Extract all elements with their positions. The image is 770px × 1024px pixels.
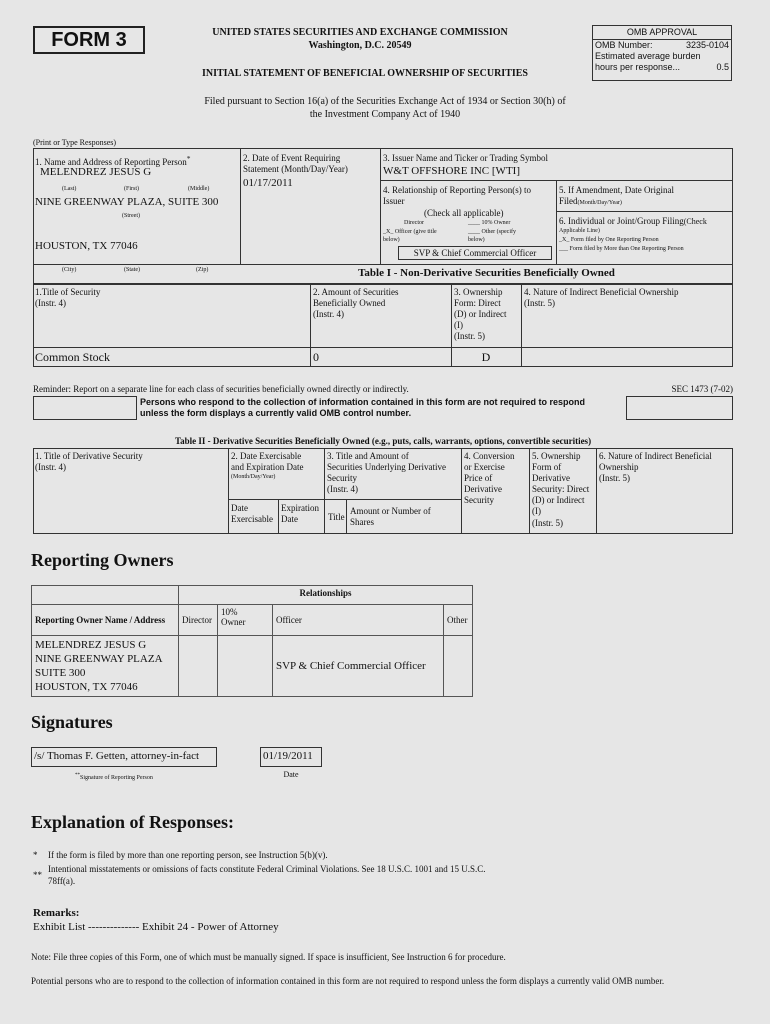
- t1-col1-line2: (Instr. 4): [35, 298, 66, 308]
- sec-code: SEC 1473 (7-02): [671, 384, 733, 394]
- t2-c3-line2: Securities Underlying Derivative: [327, 462, 446, 472]
- relationship-other: ____ Other (specify: [468, 229, 516, 235]
- label-first: (First): [124, 186, 139, 192]
- box5-filed-format: (Month/Day/Year): [577, 200, 622, 206]
- relationship-ten-pct: ____ 10% Owner: [468, 220, 511, 226]
- notice-left-box: [33, 396, 137, 420]
- t2-c6-line1: 6. Nature of Indirect Beneficial: [599, 451, 712, 461]
- box6-applicable: Applicable Line): [559, 228, 600, 234]
- box4-label-line1: 4. Relationship of Reporting Person(s) to: [383, 185, 531, 195]
- relationship-officer-below: below): [383, 237, 400, 243]
- t1-col3-line2: Form: Direct: [454, 298, 501, 308]
- ro-officer-header: Officer: [273, 605, 444, 636]
- box2-label-line2: Statement (Month/Day/Year): [243, 164, 348, 174]
- t2-c2-sub1-line2: Exercisable: [231, 514, 273, 524]
- reporting-owners-table: [31, 585, 473, 697]
- issuer-name: W&T OFFSHORE INC [WTI]: [383, 165, 520, 177]
- ro-other-cell: [444, 636, 473, 697]
- reporting-owners-heading: Reporting Owners: [31, 550, 174, 570]
- t2-c2-sub2-line1: Expiration: [281, 503, 319, 513]
- box5-filed: [559, 196, 622, 207]
- omb-burden-line2: hours per response...: [595, 62, 681, 72]
- reporting-person-street: NINE GREENWAY PLAZA, SUITE 300: [35, 196, 219, 208]
- t1-col3-line4: (I): [454, 320, 463, 330]
- ro-header-row: [32, 586, 473, 605]
- box6-check: (Check: [683, 217, 707, 226]
- ro-column-row: [32, 605, 473, 636]
- t2-c3-sub2-line1: Amount or Number of: [350, 506, 431, 516]
- note-file-copies: Note: File three copies of this Form, one of which must be manually signed. If space is insufficient, See Instruction 6 for procedure.: [31, 952, 506, 962]
- table2-title: Table II - Derivative Securities Beneficially Owned (e.g., puts, calls, warrants, options, convertible securities): [174, 436, 592, 446]
- t1-col2-line1: 2. Amount of Securities: [313, 287, 399, 297]
- statement-title: INITIAL STATEMENT OF BENEFICIAL OWNERSHIP OF SECURITIES: [201, 68, 528, 79]
- t2-c5-line2: Form of: [532, 462, 562, 472]
- signature-date-caption: Date: [283, 770, 299, 779]
- check-all-applicable: (Check all applicable): [424, 208, 504, 218]
- t2-c2-line3: (Month/Day/Year): [231, 474, 276, 480]
- t2-c2-line1: 2. Date Exercisable: [231, 451, 302, 461]
- signature-date-box: [260, 747, 322, 767]
- t2-c3-line4: (Instr. 4): [327, 484, 358, 494]
- note2-text-line2: 78ff(a).: [48, 876, 76, 886]
- signature-caption-text: Signature of Reporting Person: [80, 775, 153, 781]
- label-street: (Street): [122, 213, 140, 219]
- t2-c6-line2: Ownership: [599, 462, 639, 472]
- ro-other-header: Other: [444, 605, 473, 636]
- label-last: (Last): [62, 186, 77, 192]
- signatures-heading: Signatures: [31, 712, 113, 732]
- t1-col2-line2: Beneficially Owned: [313, 298, 386, 308]
- ro-owner-line3: SUITE 300: [35, 667, 86, 679]
- box6-label-text: 6. Individual or Joint/Group Filing: [559, 216, 684, 226]
- t2-c4-line3: Price of: [464, 473, 493, 483]
- reminder-text: Reminder: Report on a separate line for each class of securities beneficially owned directly or indirectly.: [33, 384, 409, 394]
- relationship-other-below: below): [468, 237, 485, 243]
- t2-c3-sub1: Title: [328, 512, 345, 522]
- ro-ten-pct-header: [218, 605, 273, 636]
- ro-director-cell: [179, 636, 218, 697]
- filed-pursuant-line1: Filed pursuant to Section 16(a) of the Securities Exchange Act of 1934 or Section 30(h) of: [204, 96, 566, 107]
- ro-director-header: Director: [179, 605, 218, 636]
- omb-burden-row: [593, 62, 731, 73]
- remarks-label: Remarks:: [33, 907, 80, 919]
- ro-owner-line1: MELENDREZ JESUS G: [35, 639, 147, 651]
- event-date: 01/17/2011: [243, 177, 293, 189]
- persons-notice-line2: unless the form displays a currently valid OMB control number.: [140, 408, 412, 418]
- omb-number-value: 3235-0104: [685, 40, 729, 50]
- label-middle: (Middle): [188, 186, 210, 192]
- box2-label-line1: 2. Date of Event Requiring: [243, 153, 341, 163]
- t1-row-title: Common Stock: [35, 350, 111, 364]
- box5-label: 5. If Amendment, Date Original: [559, 185, 674, 195]
- agency-location: Washington, D.C. 20549: [308, 40, 412, 51]
- relationship-officer: _X_ Officer (give title: [383, 229, 437, 235]
- explanation-heading: Explanation of Responses:: [31, 812, 235, 832]
- relationship-director: Director: [404, 220, 424, 226]
- t2-c5-line7: (Instr. 5): [532, 518, 563, 528]
- t1-col1-line1: 1.Title of Security: [35, 287, 101, 297]
- ro-owner-line2: NINE GREENWAY PLAZA: [35, 653, 163, 665]
- box6-line2: ___ Form filed by More than One Reporting Person: [559, 246, 684, 252]
- t1-col4-line2: (Instr. 5): [524, 298, 555, 308]
- t2-c4-line5: Security: [464, 495, 494, 505]
- t2-c4-line1: 4. Conversion: [464, 451, 515, 461]
- form-label: FORM 3: [51, 29, 127, 51]
- t2-c1-line1: 1. Title of Derivative Security: [35, 451, 143, 461]
- t2-c5-line3: Derivative: [532, 473, 570, 483]
- ro-officer-cell: SVP & Chief Commercial Officer: [273, 636, 444, 697]
- filed-pursuant-line2: the Investment Company Act of 1940: [309, 109, 461, 120]
- note2-text-line1: Intentional misstatements or omissions of facts constitute Federal Criminal Violations. See 18 U.S.C. 1001 and 15 U.S.C.: [48, 864, 486, 874]
- omb-number-row: [593, 40, 731, 51]
- label-state: (State): [124, 267, 140, 273]
- omb-number-label: OMB Number:: [595, 40, 653, 50]
- note1-text: If the form is filed by more than one reporting person, see Instruction 5(b)(v).: [48, 850, 328, 860]
- t2-c4-line2: or Exercise: [464, 462, 505, 472]
- note2-mark: **: [33, 870, 42, 880]
- omb-approval-box: [592, 25, 732, 81]
- t1-col2-line3: (Instr. 4): [313, 309, 344, 319]
- print-note: (Print or Type Responses): [33, 138, 117, 147]
- ro-owner-row: [32, 636, 473, 697]
- box6-label: [559, 216, 707, 227]
- label-zip: (Zip): [196, 267, 209, 273]
- t1-col3-line5: (Instr. 5): [454, 331, 485, 341]
- table1-title: Table I - Non-Derivative Securities Beneficially Owned: [358, 267, 615, 279]
- box5-filed-text: Filed: [559, 196, 578, 206]
- signature-date: 01/19/2011: [263, 750, 313, 762]
- t2-c5-line1: 5. Ownership: [532, 451, 581, 461]
- box3-label: 3. Issuer Name and Ticker or Trading Symbol: [383, 153, 548, 163]
- signature-caption-mark: **: [75, 773, 80, 778]
- label-city: (City): [62, 267, 77, 273]
- box1-footnote-mark: *: [186, 154, 191, 163]
- persons-notice-line1: Persons who respond to the collection of information contained in this form are not required to respond: [140, 397, 586, 407]
- t2-c2-line2: and Expiration Date: [231, 462, 304, 472]
- note1-mark: *: [33, 850, 38, 860]
- t2-c3-line1: 3. Title and Amount of: [327, 451, 409, 461]
- t2-c5-line6: (I): [532, 506, 541, 516]
- notice-right-box: [626, 396, 733, 420]
- form-label-box: [33, 26, 145, 54]
- omb-title: OMB APPROVAL: [593, 26, 731, 40]
- box4-label-line2: Issuer: [383, 196, 405, 206]
- box6-line1: _X_ Form filed by One Reporting Person: [559, 237, 659, 243]
- ro-ten-pct-line1: 10%: [221, 607, 238, 617]
- reporting-person-city: HOUSTON, TX 77046: [35, 240, 138, 252]
- t1-row-amount: 0: [313, 350, 319, 364]
- t1-col3-line1: 3. Ownership: [454, 287, 503, 297]
- agency-name: UNITED STATES SECURITIES AND EXCHANGE COMMISSION: [212, 27, 508, 38]
- t2-c2-sub1-line1: Date: [231, 503, 248, 513]
- ro-name-header: Reporting Owner Name / Address: [32, 605, 179, 636]
- t1-col3-line3: (D) or Indirect: [454, 309, 507, 319]
- ro-owner-cell: [32, 636, 179, 697]
- signer-name: /s/ Thomas F. Getten, attorney-in-fact: [34, 750, 200, 762]
- t2-c1-line2: (Instr. 4): [35, 462, 66, 472]
- t2-c3-sub2-line2: Shares: [350, 517, 374, 527]
- t2-c2-sub2-line2: Date: [281, 514, 298, 524]
- ro-relationships-header: Relationships: [179, 586, 473, 605]
- officer-title: SVP & Chief Commercial Officer: [413, 248, 537, 258]
- t2-c6-line3: (Instr. 5): [599, 473, 630, 483]
- remarks-text: Exhibit List -------------- Exhibit 24 - Power of Attorney: [33, 921, 279, 933]
- reporting-person-name: MELENDREZ JESUS G: [40, 166, 152, 178]
- t2-c5-line4: Security: Direct: [532, 484, 590, 494]
- omb-burden-line1: Estimated average burden: [595, 51, 701, 61]
- ro-ten-pct-line2: Owner: [221, 617, 246, 627]
- t2-c4-line4: Derivative: [464, 484, 502, 494]
- signature-caption: [75, 772, 153, 782]
- box1-label-text: 1. Name and Address of Reporting Person: [35, 157, 187, 167]
- t2-c5-line5: (D) or Indirect: [532, 495, 585, 505]
- ro-ten-pct-cell: [218, 636, 273, 697]
- omb-burden-value: 0.5: [716, 62, 729, 72]
- t1-col4-line1: 4. Nature of Indirect Beneficial Ownership: [524, 287, 679, 297]
- signature-box: [31, 747, 217, 767]
- t1-row-form: D: [481, 350, 491, 364]
- t2-c3-line3: Security: [327, 473, 357, 483]
- note-potential-persons: Potential persons who are to respond to the collection of information contained in this form are not required to respond unless the form displays a currently valid OMB number.: [31, 976, 665, 986]
- ro-owner-line4: HOUSTON, TX 77046: [35, 681, 138, 693]
